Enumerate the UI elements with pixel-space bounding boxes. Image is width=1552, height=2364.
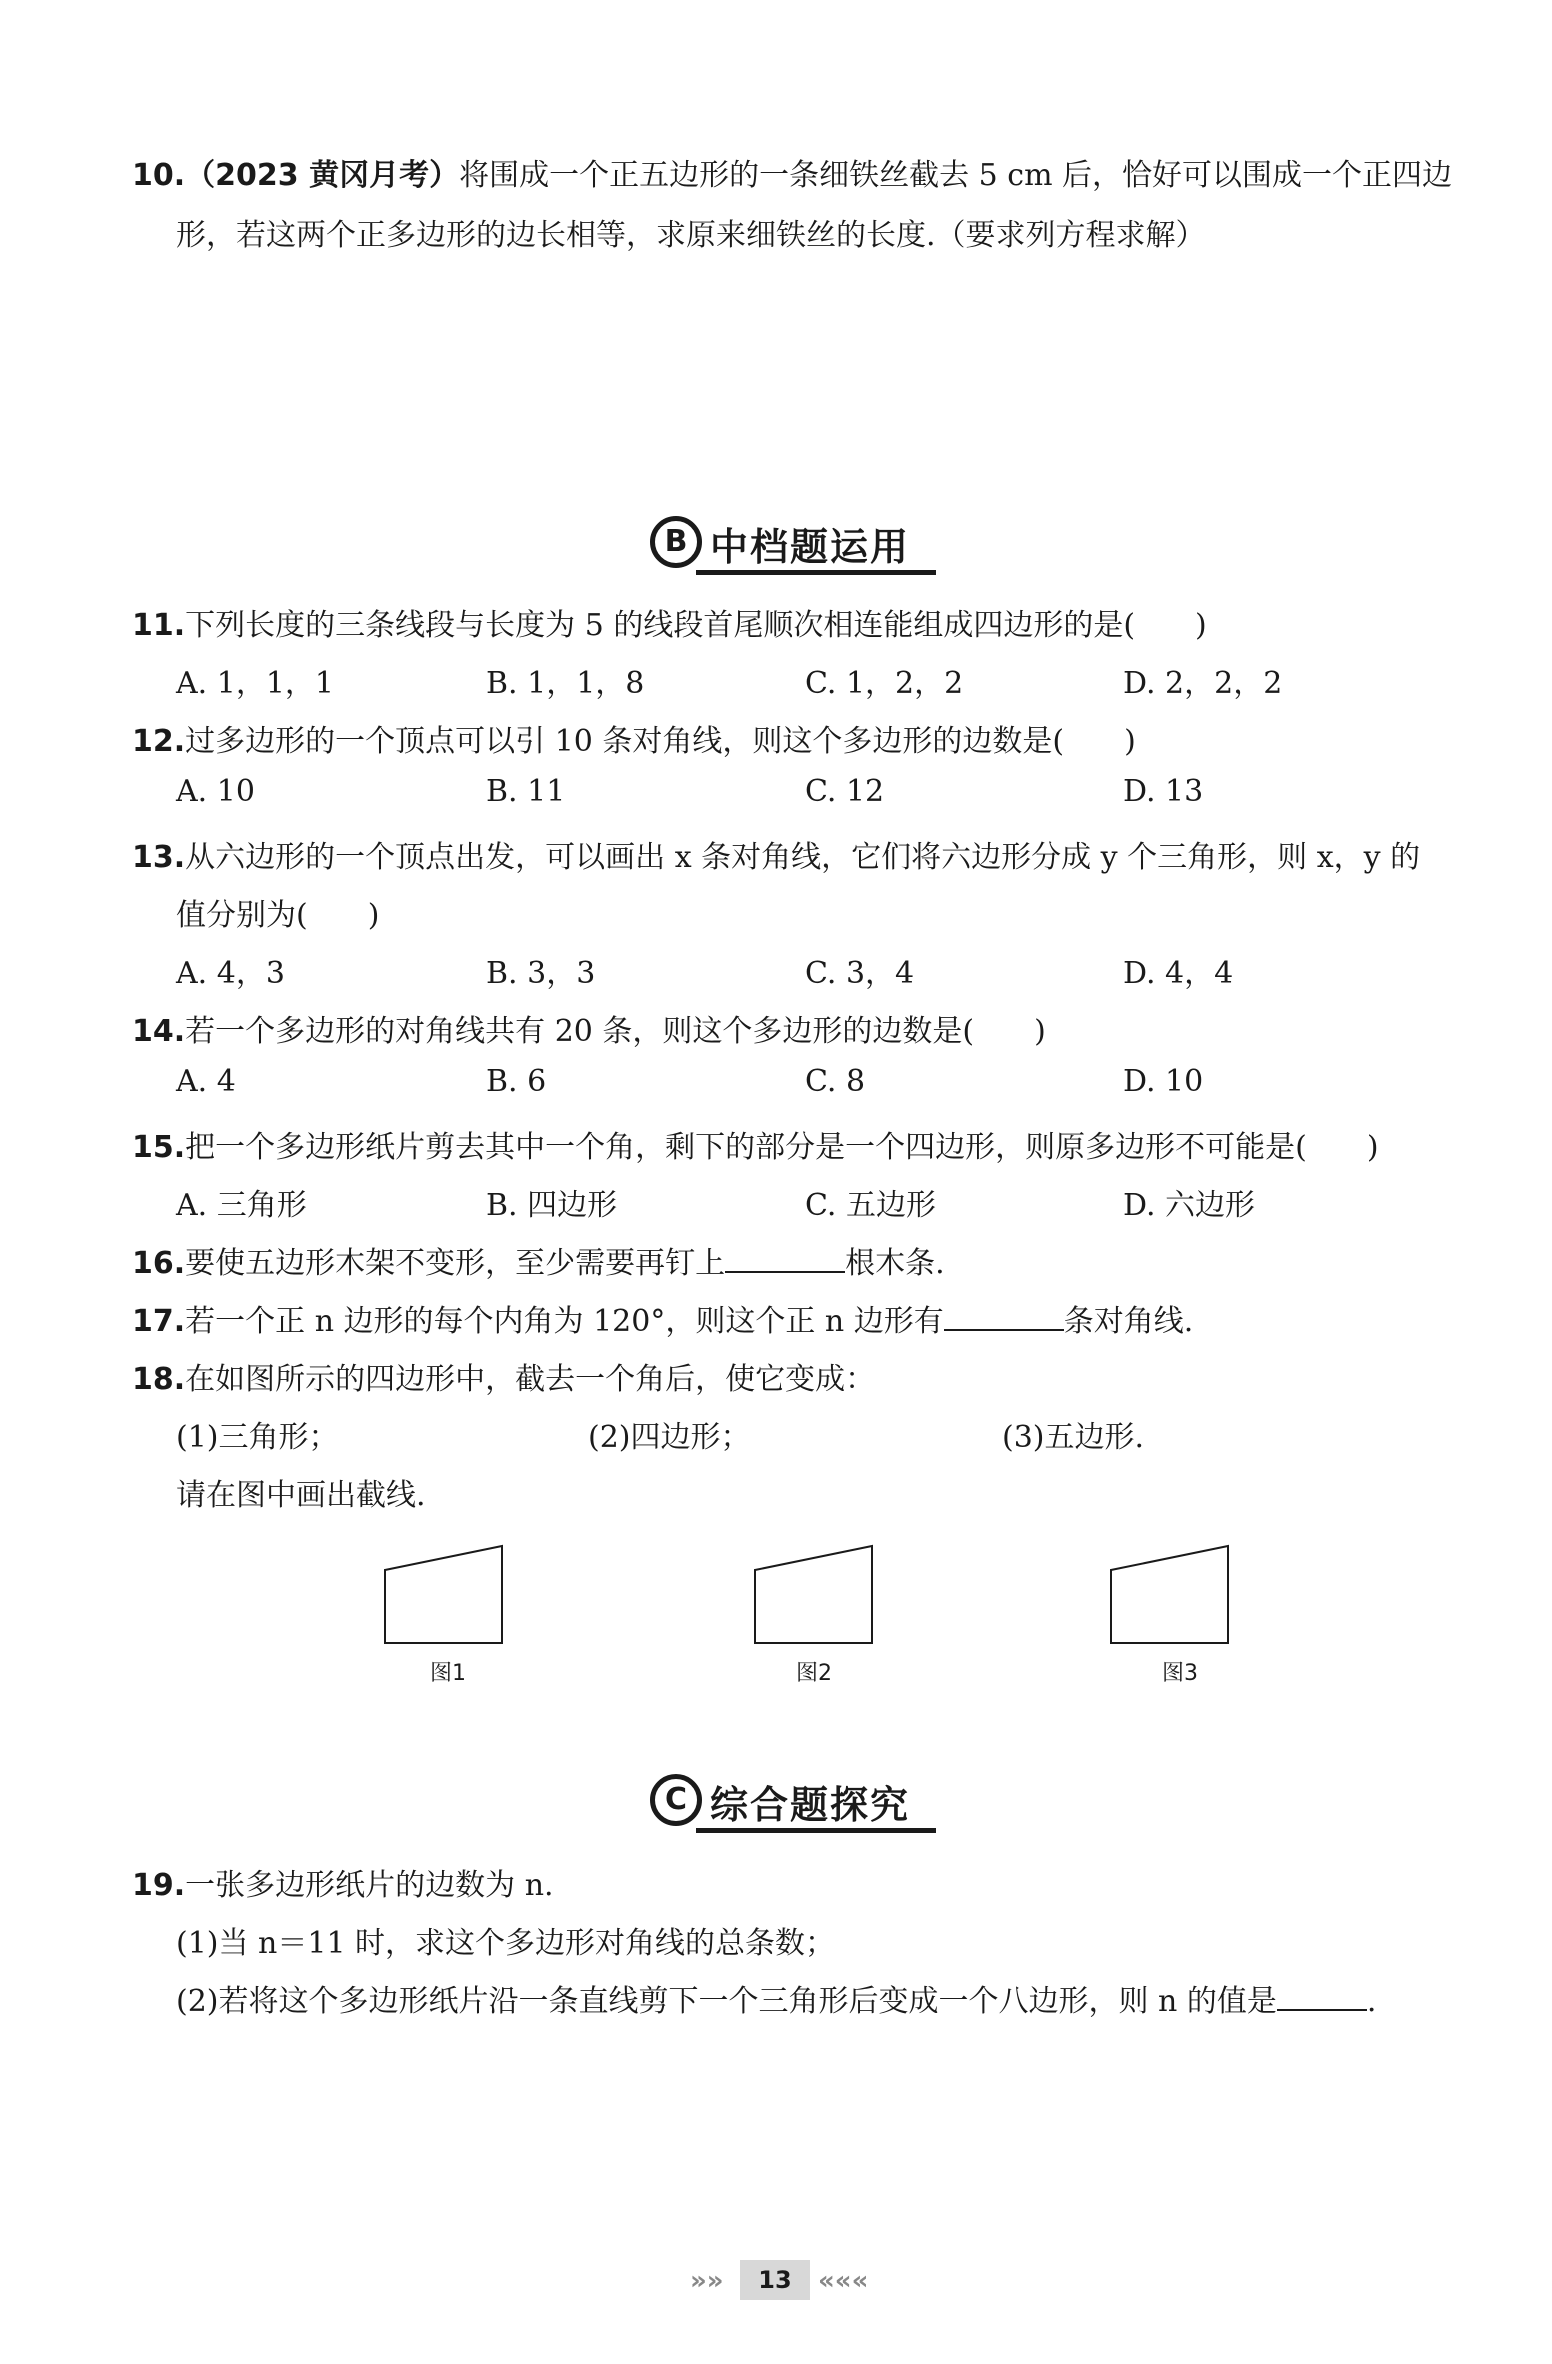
option-c: C. 8 bbox=[805, 1064, 866, 1099]
left-arrows-icon: »» bbox=[690, 2266, 724, 2296]
figure-1[interactable] bbox=[380, 1540, 510, 1650]
question-text: 若一个正 n 边形的每个内角为 120°，则这个正 n 边形有 bbox=[185, 1304, 944, 1339]
answer-blank[interactable] bbox=[944, 1303, 1064, 1331]
question-text-end: 条对角线. bbox=[1063, 1304, 1194, 1339]
question-11 bbox=[132, 600, 1207, 644]
section-b-header bbox=[650, 512, 930, 576]
section-letter-badge: B bbox=[650, 516, 702, 568]
question-number: 18. bbox=[132, 1362, 186, 1397]
page-number: 13 bbox=[740, 2260, 810, 2300]
question-10-line2: 形，若这两个正多边形的边长相等，求原来细铁丝的长度.（要求列方程求解） bbox=[176, 218, 1206, 253]
part-2-end: . bbox=[1366, 1984, 1377, 2019]
question-text: 若一个多边形的对角线共有 20 条，则这个多边形的边数是( ) bbox=[185, 1014, 1046, 1049]
question-17 bbox=[132, 1296, 1193, 1340]
figure-3[interactable] bbox=[1106, 1540, 1236, 1650]
question-text: 将围成一个正五边形的一条细铁丝截去 5 cm 后，恰好可以围成一个正四边 bbox=[459, 158, 1453, 193]
option-d: D. 13 bbox=[1123, 774, 1204, 809]
option-d: D. 10 bbox=[1123, 1064, 1204, 1099]
question-18 bbox=[132, 1354, 875, 1398]
part-1: (1)当 n＝11 时，求这个多边形对角线的总条数； bbox=[176, 1926, 836, 1961]
option-d: D. 六边形 bbox=[1123, 1188, 1256, 1223]
option-b: B. 四边形 bbox=[486, 1188, 618, 1223]
instruction-text: 请在图中画出截线. bbox=[176, 1478, 426, 1513]
question-number: 13. bbox=[132, 840, 186, 875]
page-footer bbox=[690, 2260, 870, 2304]
option-c: C. 1，2，2 bbox=[805, 666, 964, 701]
question-number: 10. bbox=[132, 158, 186, 193]
question-19 bbox=[132, 1860, 554, 1904]
option-a: A. 4，3 bbox=[176, 956, 285, 991]
right-arrows-icon: ««« bbox=[818, 2266, 869, 2296]
option-a: A. 三角形 bbox=[176, 1188, 307, 1223]
option-b: B. 3，3 bbox=[486, 956, 596, 991]
option-c: C. 五边形 bbox=[805, 1188, 936, 1223]
quadrilateral-shape bbox=[755, 1546, 872, 1643]
question-number: 11. bbox=[132, 608, 186, 643]
question-16 bbox=[132, 1238, 945, 1282]
part-1: (1)三角形； bbox=[176, 1420, 339, 1455]
section-title: 综合题探究 bbox=[710, 1783, 911, 1827]
question-number: 15. bbox=[132, 1130, 186, 1165]
option-a: A. 4 bbox=[176, 1064, 236, 1099]
question-number: 16. bbox=[132, 1246, 186, 1281]
question-13 bbox=[132, 832, 1420, 876]
part-2 bbox=[176, 1976, 1376, 2020]
figure-caption: 图1 bbox=[430, 1661, 466, 1686]
option-a: A. 10 bbox=[176, 774, 255, 809]
question-13-line2: 值分别为( ) bbox=[176, 898, 380, 933]
figure-2[interactable] bbox=[750, 1540, 880, 1650]
option-b: B. 6 bbox=[486, 1064, 547, 1099]
option-d: D. 2，2，2 bbox=[1123, 666, 1283, 701]
section-c-header bbox=[650, 1770, 930, 1834]
question-12 bbox=[132, 716, 1136, 760]
question-14 bbox=[132, 1006, 1046, 1050]
figure-caption: 图3 bbox=[1162, 1661, 1198, 1686]
question-source: （2023 黄冈月考） bbox=[185, 158, 460, 193]
option-d: D. 4，4 bbox=[1123, 956, 1234, 991]
question-10 bbox=[132, 150, 1452, 194]
question-text: 要使五边形木架不变形，至少需要再钉上 bbox=[185, 1246, 726, 1281]
part-2-text: (2)若将这个多边形纸片沿一条直线剪下一个三角形后变成一个八边形，则 n 的值是 bbox=[176, 1984, 1277, 2019]
question-text: 一张多边形纸片的边数为 n. bbox=[185, 1868, 554, 1903]
quadrilateral-shape bbox=[385, 1546, 502, 1643]
option-c: C. 12 bbox=[805, 774, 885, 809]
option-a: A. 1，1，1 bbox=[176, 666, 334, 701]
question-text: 把一个多边形纸片剪去其中一个角，剩下的部分是一个四边形，则原多边形不可能是( ) bbox=[185, 1130, 1379, 1165]
figure-caption: 图2 bbox=[796, 1661, 832, 1686]
option-b: B. 11 bbox=[486, 774, 566, 809]
question-number: 12. bbox=[132, 724, 186, 759]
question-text: 在如图所示的四边形中，截去一个角后，使它变成： bbox=[185, 1362, 876, 1397]
section-title: 中档题运用 bbox=[710, 525, 911, 569]
option-c: C. 3，4 bbox=[805, 956, 915, 991]
answer-blank[interactable] bbox=[725, 1245, 845, 1273]
part-3: (3)五边形. bbox=[1002, 1420, 1145, 1455]
option-b: B. 1，1，8 bbox=[486, 666, 645, 701]
section-letter-badge: C bbox=[650, 1774, 702, 1826]
question-number: 14. bbox=[132, 1014, 186, 1049]
question-15 bbox=[132, 1122, 1379, 1166]
question-text: 过多边形的一个顶点可以引 10 条对角线，则这个多边形的边数是( ) bbox=[185, 724, 1136, 759]
question-number: 19. bbox=[132, 1868, 186, 1903]
question-text-end: 根木条. bbox=[845, 1246, 945, 1281]
question-number: 17. bbox=[132, 1304, 186, 1339]
question-text: 下列长度的三条线段与长度为 5 的线段首尾顺次相连能组成四边形的是( ) bbox=[185, 608, 1207, 643]
part-2: (2)四边形； bbox=[588, 1420, 751, 1455]
question-text: 从六边形的一个顶点出发，可以画出 x 条对角线，它们将六边形分成 y 个三角形，则 x，y 的 bbox=[185, 840, 1421, 875]
answer-blank[interactable] bbox=[1277, 1983, 1367, 2011]
quadrilateral-shape bbox=[1111, 1546, 1228, 1643]
